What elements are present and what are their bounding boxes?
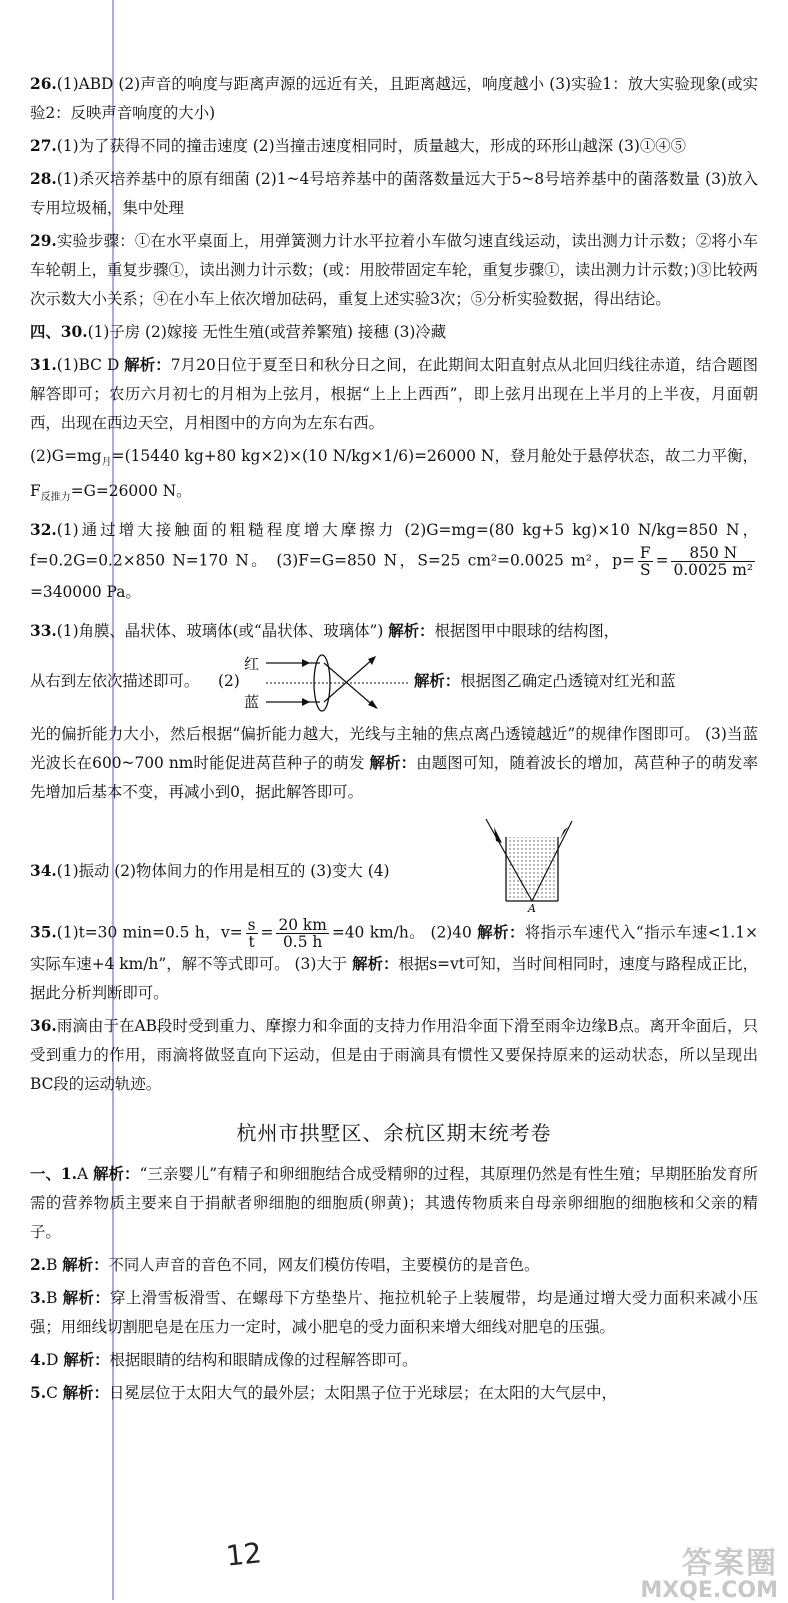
answer-32: 32.(1)通过增大接触面的粗糙程度增大摩擦力 (2)G=mg=(80 kg+5 kg)×10 N/kg=850 N，f=0.2G=0.2×850 N=170 N。 (3)F=G=850 N，S=25 cm²=0.0025 m²，p= $\frac{F}{S}$ = $\frac{850 N}{\text{0.0025 m²}}$ =340000 Pa。 bbox=[30, 521, 758, 602]
watermark-en: MXQE.COM bbox=[640, 1578, 778, 1603]
answer-33-cont: 光的偏折能力大小，然后根据“偏折能力越大，光线与主轴的焦点离凸透镜越近”的规律作图即可。 (3)当蓝光波长在600~700 nm时能促进莴苣种子的萌发 解析：由题图可知，随着波长的增加，莴苣种子的萌发率先增加后基本不变，再减小到0，据此解答即可。 bbox=[30, 725, 758, 802]
lens-label-red: 红 bbox=[244, 655, 260, 674]
fraction-speed-values: $\frac{20 km}{0.5 h}$ bbox=[278, 916, 327, 952]
answer-s2-3: 3.B 解析：穿上滑雪板滑雪、在螺母下方垫垫片、拖拉机轮子上装履带，均是通过增大受力面积来减小压强；用细线切割肥皂是在压力一定时，减小肥皂的受力面积来增大细线对肥皂的压强。 bbox=[30, 1289, 758, 1337]
answer-content bbox=[30, 70, 758, 1412]
blue-out-arrow bbox=[368, 656, 376, 665]
answer-28: 28.(1)杀灭培养基中的原有细菌 (2)1~4号培养基中的菌落数量远大于5~8号培养基中的菌落数量 (3)放入专用垃圾桶，集中处理 bbox=[30, 170, 758, 217]
red-out-arrow bbox=[368, 700, 378, 709]
answer-34: 34.(1)振动 (2)物体间力的作用是相互的 (3)变大 (4) A bbox=[30, 815, 758, 913]
answer-s2-2: 2.B 解析：不同人声音的音色不同，网友们模仿传唱，主要模仿的是音色。 bbox=[30, 1256, 540, 1275]
answer-31: 31.(1)BC D 解析：7月20日位于夏至日和秋分日之间，在此期间太阳直射点从北回归线往赤道，结合题图解答即可；农历六月初七的月相为上弦月，根据“上上上西西”，即上弦月出现在上半月的上半夜，月面朝西，出现在西边天空，月相图中的方向为左东右西。 bbox=[30, 356, 758, 432]
lens-label-blue: 蓝 bbox=[244, 693, 260, 712]
point-label-a: A bbox=[528, 902, 536, 914]
red-ray-arrow bbox=[302, 659, 310, 667]
answer-s2-1: 一、1.A 解析：“三亲婴儿”有精子和卵细胞结合成受精卵的过程，其原理仍然是有性生殖；早期胚胎发育所需的营养物质主要来自于捐献者卵细胞的细胞质(卵黄)；其遗传物质来自母亲卵细胞的细胞核和父亲的精子。 bbox=[30, 1165, 758, 1242]
answer-30: 四、30.(1)子房 (2)嫁接 无性生殖(或营养繁殖) 接穗 (3)冷藏 bbox=[30, 323, 447, 341]
answer-33: 33.(1)角膜、晶状体、玻璃体(或“晶状体、玻璃体”) 解析：根据图甲中眼球的结构图， bbox=[30, 622, 620, 641]
lens-diagram bbox=[244, 650, 412, 712]
answer-31-part2: $(2)G=mg_月=(15440$ kg+80 kg×2)×(10 N/kg×1/6)=26000 N，登月舱处于悬停状态，故二力平衡，$F_{反推力}=G=26000$ N。 bbox=[30, 447, 759, 504]
blue-ray-arrow bbox=[302, 698, 310, 706]
answer-29: 29.实验步骤：①在水平桌面上，用弹簧测力计水平拉着小车做匀速直线运动，读出测力计示数；②将小车车轮朝上，重复步骤①，读出测力计示数；(或：用胶带固定车轮，重复步骤①，读出测力计示数；)③比较两次示数大小关系；④在小车上依次增加砝码，重复上述实验3次；⑤分析实验数据，得出结论。 bbox=[30, 232, 758, 308]
incident-arrow bbox=[494, 827, 502, 843]
blue-ray-out bbox=[324, 658, 374, 702]
answer-s2-5: 5.C 解析：日冕层位于太阳大气的最外层；太阳黑子位于光球层；在太阳的大气层中， bbox=[30, 1384, 617, 1403]
fraction-f-over-s: $\frac{F}{S}$ bbox=[639, 544, 651, 580]
watermark-logo bbox=[628, 1538, 778, 1603]
handwritten-page-number: 12 bbox=[224, 1536, 264, 1573]
answer-36: 36.雨滴由于在AB段时受到重力、摩擦力和伞面的支持力作用沿伞面下滑至雨伞边缘B点。离开伞面后，只受到重力的作用，雨滴将做竖直向下运动，但是由于雨滴具有惯性又要保持原来的运动状态，所以呈现出BC段的运动轨迹。 bbox=[30, 1017, 758, 1094]
answer-s2-4: 4.D 解析：根据眼睛的结构和眼睛成像的过程解答即可。 bbox=[30, 1351, 418, 1370]
reflection-diagram bbox=[480, 815, 576, 913]
answer-26: 26.(1)ABD (2)声音的响度与距离声源的远近有关，且距离越远，响度越小 (3)实验1：放大实验现象(或实验2：反映声音响度的大小) bbox=[30, 75, 758, 122]
lens-row: 从右到左依次描述即可。 (2) 红 蓝 解析：根据图乙确定凸透镜对红光和蓝 bbox=[30, 650, 758, 712]
watermark-cn: 答案圈 bbox=[682, 1546, 778, 1581]
answer-35: 35.(1)t=30 min=0.5 h，v= $\frac{s}{t}$ = $\frac{20 km}{0.5 h}$ =40 km/h。 (2)40 解析：将指示车速代入“指示车速<1.1×实际车速+4 km/h”，解不等式即可。 (3)大于 解析：根据s=vt可知，当时间相同时，速度与路程成正比，据此分析判断即可。 bbox=[30, 916, 758, 1003]
fraction-values: $\frac{850 N}{\text{0.0025 m²}}$ bbox=[673, 544, 753, 580]
fraction-s-over-t: $\frac{s}{t}$ bbox=[247, 916, 256, 952]
answer-27: 27.(1)为了获得不同的撞击速度 (2)当撞击速度相同时，质量越大，形成的环形山越深 (3)①④⑤ bbox=[30, 137, 687, 155]
red-ray-out bbox=[324, 663, 376, 708]
section-title: 杭州市拱墅区、余杭区期末统考卷 bbox=[236, 1121, 552, 1146]
